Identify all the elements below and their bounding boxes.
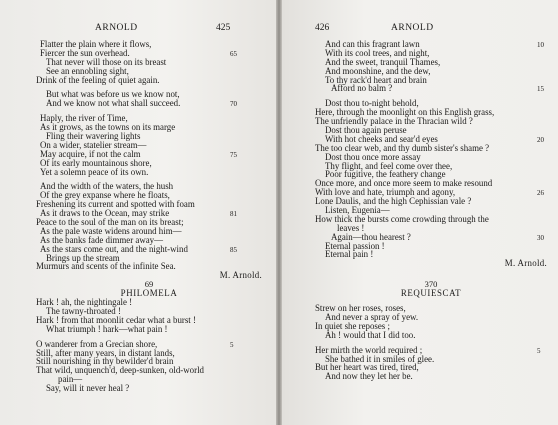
verse-line-text: Fling their wavering lights (46, 131, 141, 142)
verse-line-text: Again—thou hearest ? (331, 231, 411, 242)
signature-text: M. Arnold. (219, 270, 262, 281)
line-number: 5 (537, 346, 541, 355)
line-number: 70 (230, 100, 237, 109)
verse-line-text: In quiet she reposes ; (315, 320, 390, 331)
verse-line-text: As the pale waste widens around him— (40, 225, 182, 236)
verse-line-text: Afford no balm ? (331, 83, 393, 94)
verse-line-text: Ah ! would that I did too. (325, 329, 416, 340)
verse-line-text: On a wider, statelier stream— (40, 139, 147, 150)
poem-number-text: 370 (424, 279, 438, 290)
verse-line-text: Of the grey expanse where he floats, (40, 190, 170, 201)
verse-line-text: Her mirth the world required ; (315, 344, 423, 355)
verse-line-text: And moonshine, and the dew, (325, 65, 431, 76)
right-page-text (315, 40, 547, 381)
line-number: 65 (230, 49, 237, 58)
verse-line-text: Here, through the moonlight on this English grass, (315, 107, 495, 118)
signature (315, 259, 547, 268)
verse-line-text: And now they let her be. (325, 371, 413, 382)
verse-line-text: Dost thou to-night behold, (325, 98, 419, 109)
verse-line-text: As it draws to the Ocean, may strike (40, 208, 170, 219)
verse-line-text: Eternal passion ! (325, 240, 385, 251)
verse-line-text: Still, after many years, in distant lands, (36, 347, 175, 358)
verse-line-text: With its cool trees, and night, (325, 47, 430, 58)
verse-line-text: To thy rack'd heart and brain (325, 74, 427, 85)
verse-line-text: Yet a solemn peace of its own. (40, 166, 149, 177)
verse-line (315, 84, 547, 93)
running-title: ARNOLD (391, 23, 434, 33)
verse-line-text: What triumph ! hark—what pain ! (46, 323, 168, 334)
verse-line-text: But what was before us we know not, (46, 89, 180, 100)
left-page (0, 0, 276, 425)
line-number: 26 (537, 189, 544, 198)
poem-title (315, 289, 547, 298)
verse-line-text: See an ennobling sight, (46, 65, 129, 76)
verse-line-text: Hark ! ah, the nightingale ! (36, 297, 133, 308)
verse-line (36, 384, 262, 393)
verse-line-text: Once more, and once more seem to make resound (315, 178, 493, 189)
verse-line-text: But her heart was tired, tired, (315, 362, 419, 373)
verse-line-text: As the banks fade dimmer away— (40, 234, 163, 245)
verse-line-text: O wanderer from a Grecian shore, (36, 338, 158, 349)
running-title: ARNOLD (95, 23, 138, 33)
verse-line-text: Lone Daulis, and the high Cephissian vale ? (315, 196, 472, 207)
line-number: 81 (230, 210, 237, 219)
verse-line (36, 168, 262, 177)
poem-title-text: REQUIESCAT (400, 288, 462, 299)
poem-title-text: PHILOMELA (120, 288, 178, 299)
verse-line-text: Dost thou once more assay (325, 151, 421, 162)
verse-line-text: Listen, Eugenia— (325, 205, 390, 216)
line-number: 5 (230, 340, 234, 349)
verse-line-text: Strew on her roses, roses, (315, 303, 406, 314)
line-number: 20 (537, 135, 544, 144)
verse-line-text: leaves ! (337, 222, 365, 233)
verse-line-text: And can this fragrant lawn (325, 39, 420, 49)
verse-line-text: Eternal pain ! (325, 249, 374, 260)
verse-line-text: That wild, unquench'd, deep-sunken, old-world (36, 365, 204, 376)
verse-line-text: The too clear web, and thy dumb sister's shame ? (315, 142, 490, 153)
verse-line-text: With love and hate, triumph and agony, (315, 187, 456, 198)
verse-line-text: Still nourishing in thy bewilder'd brain (36, 356, 174, 367)
verse-line-text: May acquire, if not the calm (40, 148, 141, 159)
line-number: 85 (230, 245, 237, 254)
verse-line-text: Hark ! from that moonlit cedar what a burst ! (36, 314, 196, 325)
verse-line (315, 372, 547, 381)
verse-line (36, 76, 262, 85)
verse-line (315, 331, 547, 340)
verse-line-text: Flatter the plain where it flows, (40, 39, 152, 49)
verse-line (36, 99, 262, 108)
verse-line-text: pain— (58, 374, 83, 385)
verse-line (36, 325, 262, 334)
page-number: 426 (315, 23, 330, 33)
signature-text: M. Arnold. (504, 258, 547, 269)
verse-line-text: Murmurs and scents of the infinite Sea. (36, 261, 176, 272)
line-number: 75 (230, 150, 237, 159)
verse-line-text: Freshening its current and spotted with foam (36, 199, 195, 210)
verse-line-text: Brings up the stream (46, 252, 120, 263)
line-number: 30 (537, 233, 544, 242)
verse-line-text: Say, will it never heal ? (46, 383, 130, 394)
verse-line-text: The tawny-throated ! (46, 305, 121, 316)
verse-line-text: Poor fugitive, the feathery change (325, 169, 446, 180)
verse-line-text: Of its early mountainous shore, (40, 157, 152, 168)
verse-line-text: And the sweet, tranquil Thames, (325, 56, 441, 67)
right-page (282, 0, 558, 425)
verse-line-text: Thy flight, and feel come over thee, (325, 160, 453, 171)
verse-line-text: And we know not what shall succeed. (46, 98, 181, 109)
verse-line-text: Dost thou again peruse (325, 125, 407, 136)
verse-line-text: And the width of the waters, the hush (40, 181, 174, 192)
verse-line-text: As it grows, as the towns on its marge (40, 122, 176, 133)
verse-line-text: Peace to the soul of the man on its breast; (36, 217, 184, 228)
verse-line-text: She bathed it in smiles of glee. (325, 353, 435, 364)
verse-line-text: Haply, the river of Time, (40, 113, 128, 124)
poem-number-text: 69 (144, 279, 154, 290)
verse-line-text: Fiercer the sun overhead. (40, 47, 130, 58)
verse-line-text: Drink of the feeling of quiet again. (36, 74, 160, 85)
line-number: 10 (537, 41, 544, 49)
verse-line-text: And never a spray of yew. (325, 311, 419, 322)
verse-line-text: The unfriendly palace in the Thracian wild ? (315, 116, 473, 127)
verse-line-text: With hot cheeks and sear'd eyes (325, 133, 438, 144)
line-number: 15 (537, 85, 544, 94)
verse-line-text: As the stars come out, and the night-wind (40, 243, 188, 254)
left-page-text (36, 40, 262, 393)
verse-line-text: How thick the bursts come crowding through the (315, 213, 489, 224)
verse-line-text: That never will those on its breast (46, 56, 167, 67)
page-number: 425 (216, 23, 231, 33)
